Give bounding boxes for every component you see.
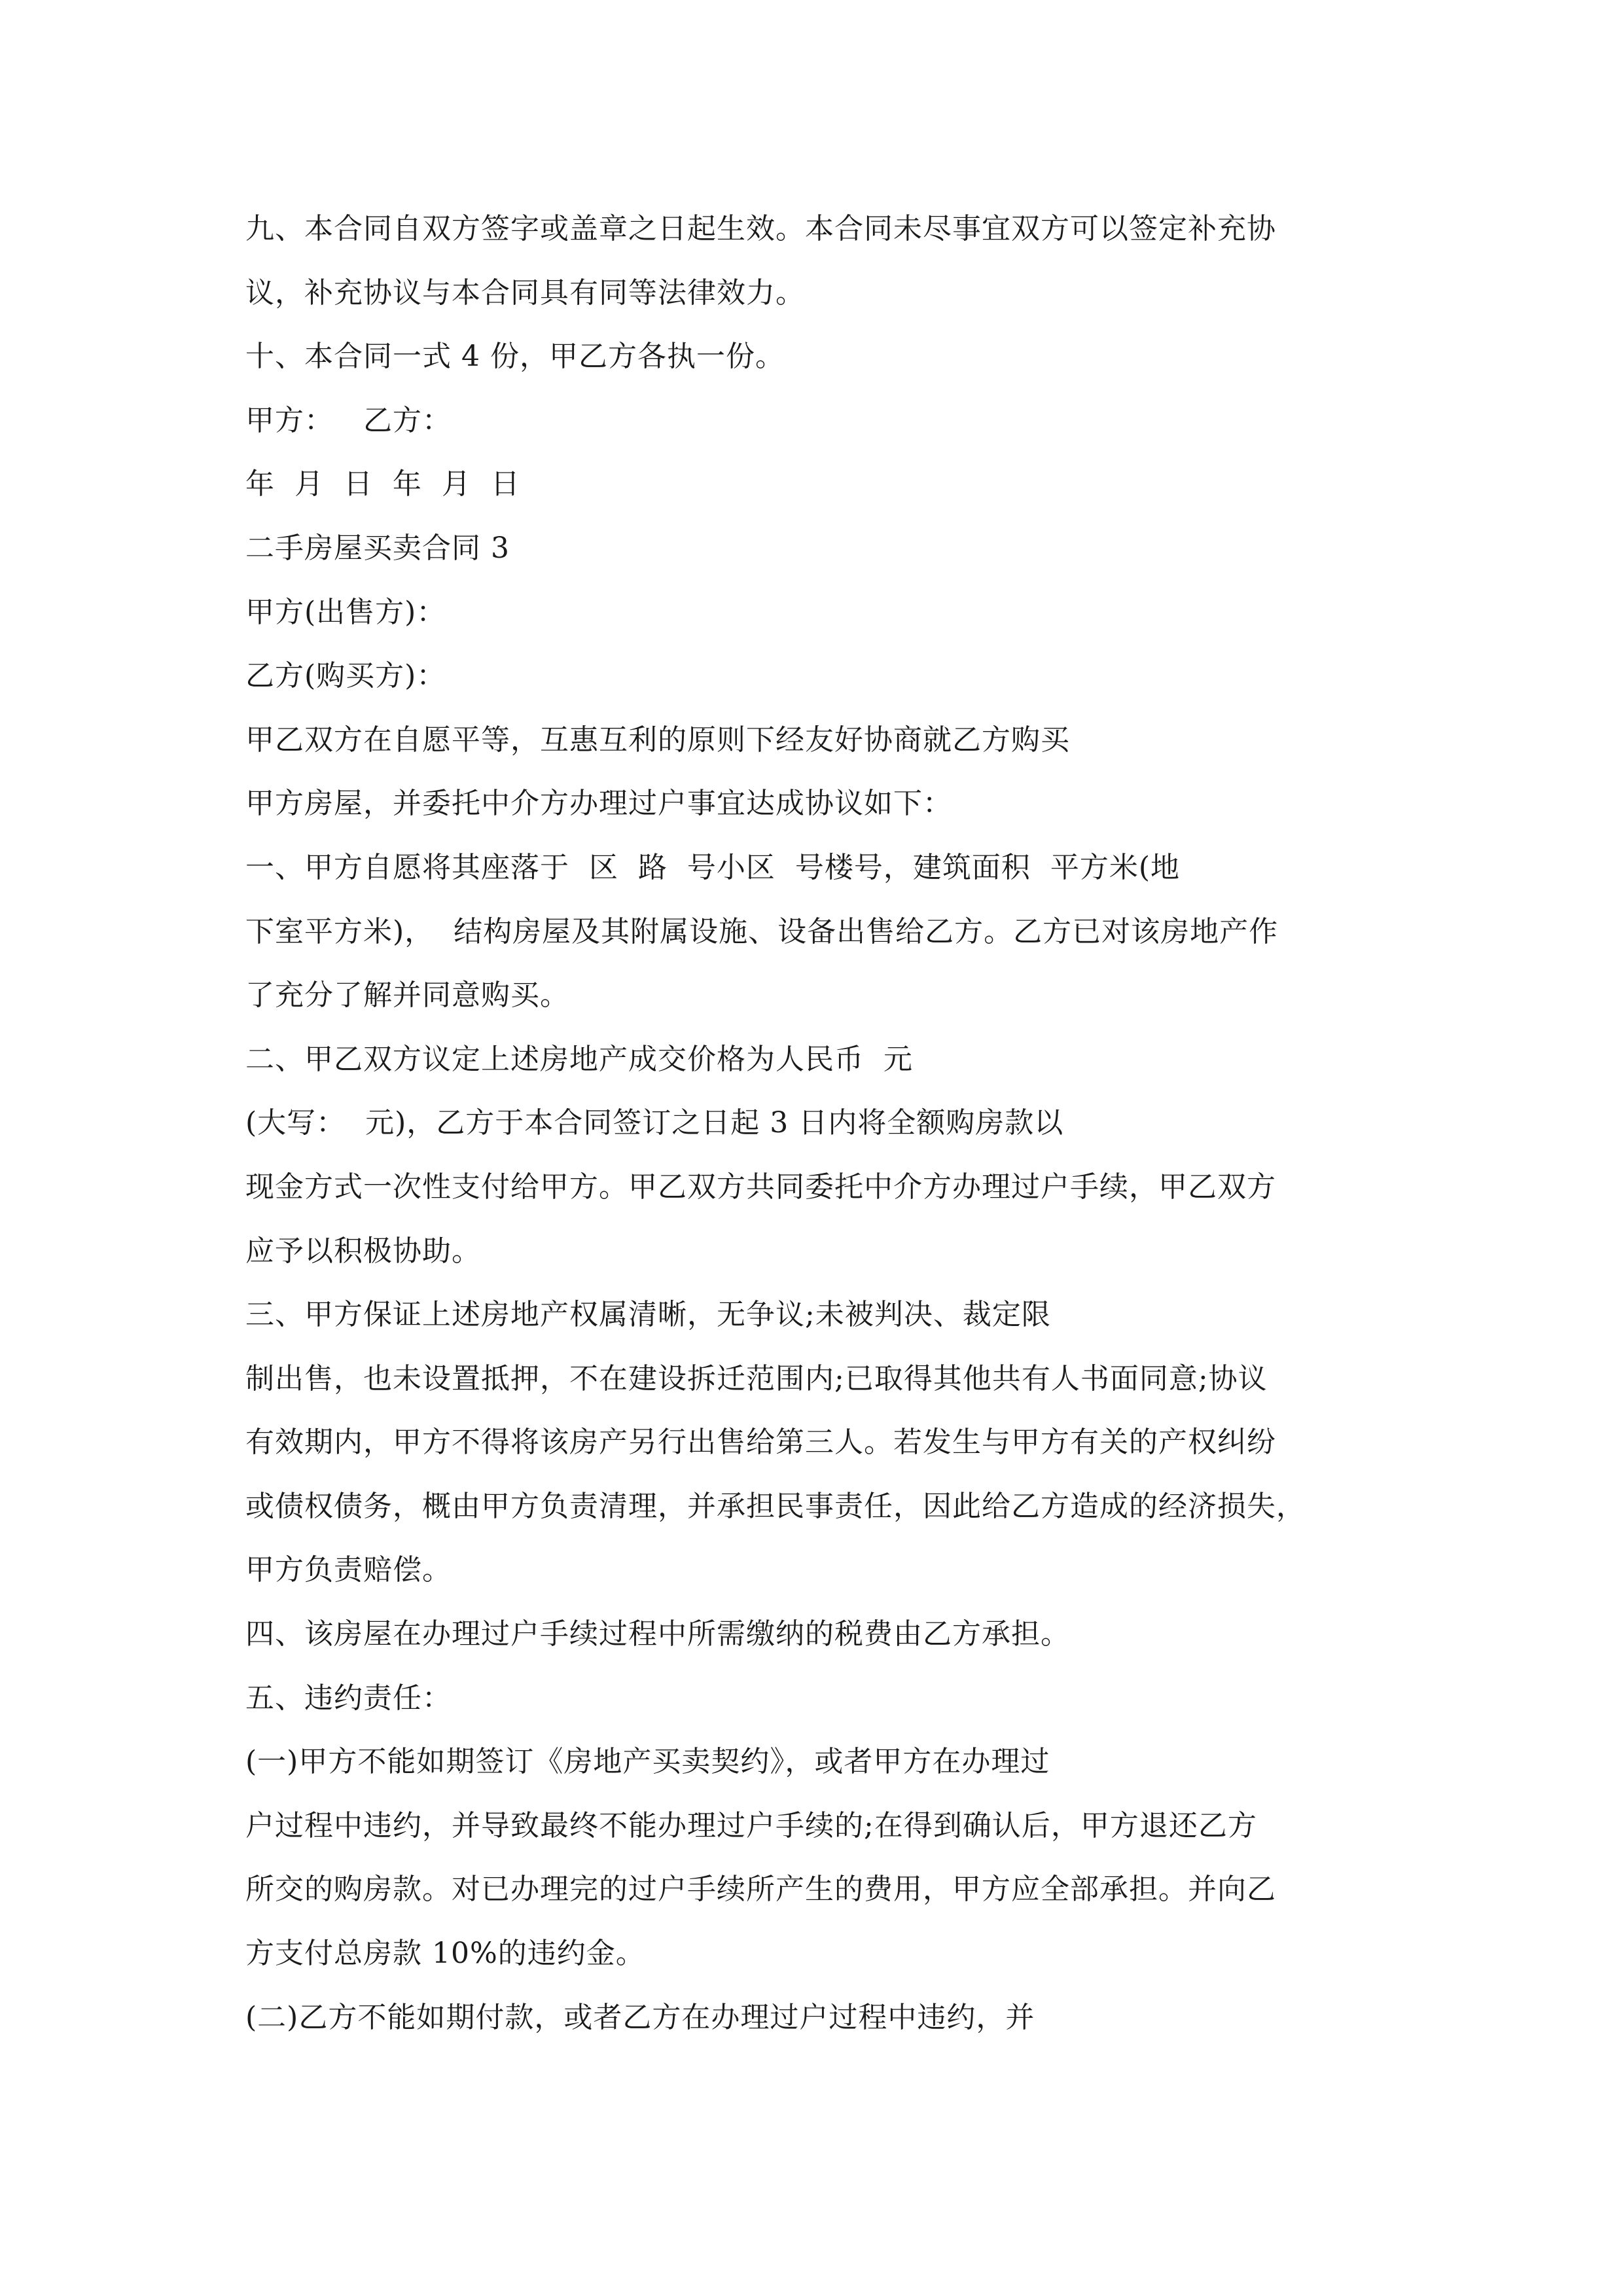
clause-three-line-4: 或债权债务，概由甲方负责清理，并承担民事责任，因此给乙方造成的经济损失，	[245, 1489, 1306, 1523]
document-body	[245, 207, 1384, 2060]
clause-five-a-line-3: 所交的购房款。对已办理完的过户手续所产生的费用，甲方应全部承担。并向乙	[245, 1873, 1276, 1907]
signature-dates: 年 月 日 年 月 日	[245, 467, 520, 501]
clause-three-line-5: 甲方负责赔偿。	[245, 1553, 452, 1587]
contract-title: 二手房屋买卖合同 3	[245, 531, 510, 565]
clause-five-a-line-2: 户过程中违约，并导致最终不能办理过户手续的;在得到确认后，甲方退还乙方	[245, 1808, 1257, 1842]
clause-five-b-line-1: (二)乙方不能如期付款，或者乙方在办理过户过程中违约，并	[245, 2000, 1035, 2034]
clause-two-line-2: (大写： 元)，乙方于本合同签订之日起 3 日内将全额购房款以	[245, 1106, 1064, 1140]
clause-two-line-4: 应予以积极协助。	[245, 1234, 481, 1268]
clause-five-a-line-4: 方支付总房款 10%的违约金。	[245, 1937, 645, 1971]
signature-parties: 甲方： 乙方：	[245, 403, 452, 437]
clause-three-line-3: 有效期内，甲方不得将该房产另行出售给第三人。若发生与甲方有关的产权纠纷	[245, 1426, 1276, 1460]
clause-one-line-3: 了充分了解并同意购买。	[245, 978, 569, 1013]
clause-five-a-line-1: (一)甲方不能如期签订《房地产买卖契约》，或者甲方在办理过	[245, 1745, 1050, 1779]
clause-four: 四、该房屋在办理过户手续过程中所需缴纳的税费由乙方承担。	[245, 1617, 1070, 1651]
clause-one-line-2: 下室平方米)， 结构房屋及其附属设施、设备出售给乙方。乙方已对该房地产作	[245, 914, 1279, 948]
clause-one-line-1: 一、甲方自愿将其座落于 区 路 号小区 号楼号，建筑面积 平方米(地	[245, 850, 1181, 884]
clause-five-heading: 五、违约责任：	[245, 1681, 452, 1715]
party-b-buyer: 乙方(购买方)：	[245, 659, 446, 693]
clause-nine-line-2: 议，补充协议与本合同具有同等法律效力。	[245, 276, 805, 310]
clause-two-line-3: 现金方式一次性支付给甲方。甲乙双方共同委托中介方办理过户手续，甲乙双方	[245, 1170, 1276, 1204]
clause-three-line-1: 三、甲方保证上述房地产权属清晰，无争议;未被判决、裁定限	[245, 1298, 1051, 1332]
clause-ten: 十、本合同一式 4 份，甲乙方各执一份。	[245, 340, 785, 374]
clause-two-line-1: 二、甲乙双方议定上述房地产成交价格为人民币 元	[245, 1042, 913, 1076]
party-a-seller: 甲方(出售方)：	[245, 595, 446, 629]
preamble-line-2: 甲方房屋，并委托中介方办理过户事宜达成协议如下：	[245, 787, 952, 821]
clause-nine-line-1: 九、本合同自双方签字或盖章之日起生效。本合同未尽事宜双方可以签定补充协	[245, 212, 1276, 245]
clause-three-line-2: 制出售，也未设置抵押，不在建设拆迁范围内;已取得其他共有人书面同意;协议	[245, 1361, 1268, 1395]
preamble-line-1: 甲乙双方在自愿平等，互惠互利的原则下经友好协商就乙方购买	[245, 723, 1070, 757]
